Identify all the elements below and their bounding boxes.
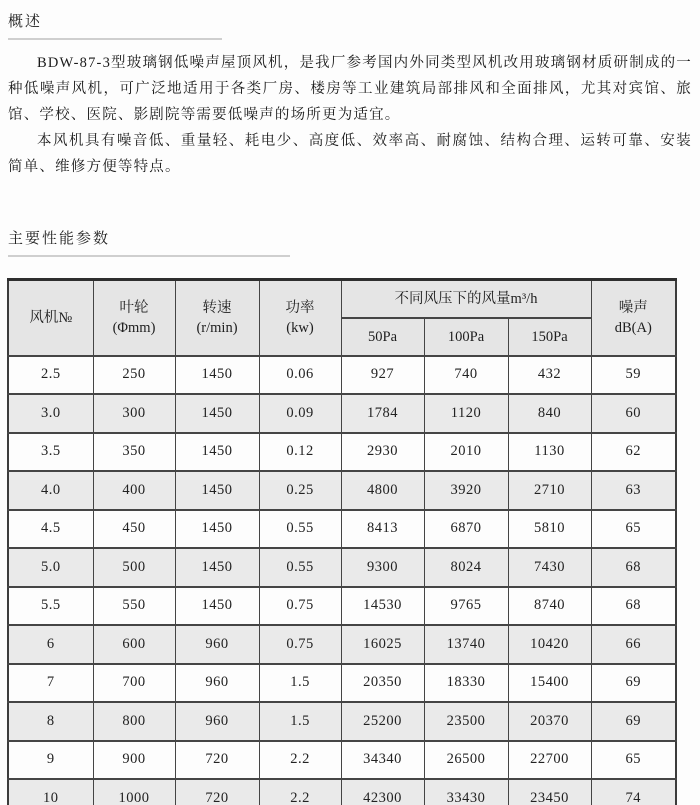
table-row (8, 587, 676, 626)
table-cell: 250 (93, 356, 175, 395)
table-cell: 25200 (341, 702, 424, 741)
table-cell: 1120 (424, 394, 508, 433)
table-cell: 68 (591, 587, 676, 626)
params-section-header (0, 227, 700, 257)
table-cell: 34340 (341, 741, 424, 780)
table-row (8, 433, 676, 472)
table-cell: 3.0 (8, 394, 93, 433)
table-cell: 7430 (508, 548, 591, 587)
table-cell: 2.5 (8, 356, 93, 395)
table-row (8, 394, 676, 433)
table-body (8, 356, 676, 805)
table-cell: 3920 (424, 471, 508, 510)
header-power-unit: (kw) (286, 319, 314, 336)
intro-paragraph-2: 本风机具有噪音低、重量轻、耗电少、高度低、效率高、耐腐蚀、结构合理、运转可靠、安装简单、维修方便等特点。 (8, 133, 692, 175)
table-cell: 23500 (424, 702, 508, 741)
table-cell: 0.55 (259, 548, 341, 587)
performance-table (7, 278, 677, 805)
table-cell: 2010 (424, 433, 508, 472)
table-cell: 432 (508, 356, 591, 395)
table-cell: 5.5 (8, 587, 93, 626)
table-cell: 7 (8, 664, 93, 703)
table-cell: 3.5 (8, 433, 93, 472)
table-cell: 960 (175, 702, 259, 741)
table-cell: 550 (93, 587, 175, 626)
table-cell: 1130 (508, 433, 591, 472)
table-cell: 9 (8, 741, 93, 780)
table-cell: 33430 (424, 779, 508, 805)
table-cell: 8740 (508, 587, 591, 626)
table-cell: 900 (93, 741, 175, 780)
table-cell: 65 (591, 510, 676, 549)
table-cell: 0.55 (259, 510, 341, 549)
table-row (8, 664, 676, 703)
table-cell: 740 (424, 356, 508, 395)
table-cell: 20350 (341, 664, 424, 703)
table-cell: 450 (93, 510, 175, 549)
header-speed-label: 转速 (202, 299, 232, 316)
header-pressure-150pa: 150Pa (508, 318, 591, 356)
table-cell: 0.06 (259, 356, 341, 395)
table-cell: 5810 (508, 510, 591, 549)
header-fan-no: 风机№ (8, 280, 93, 356)
intro-paragraph-1: BDW-87-3型玻璃钢低噪声屋顶风机，是我厂参考国内外同类型风机改用玻璃钢材质研制成的一种低噪声风机，可广泛地适用于各类厂房、楼房等工业建筑局部排风和全面排风，尤其对宾馆、旅馆、学校、医院、影剧院等需要低噪声的场所更为适宜。 (8, 55, 692, 123)
table-cell: 0.09 (259, 394, 341, 433)
header-airflow-group: 不同风压下的风量m³/h (341, 280, 591, 318)
table-cell: 74 (591, 779, 676, 805)
header-speed (175, 280, 259, 356)
table-cell: 2930 (341, 433, 424, 472)
params-title: 主要性能参数 (8, 229, 111, 247)
header-speed-unit: (r/min) (196, 319, 238, 336)
header-pressure-100pa: 100Pa (424, 318, 508, 356)
table-cell: 600 (93, 625, 175, 664)
intro-text (0, 50, 700, 180)
table-cell: 59 (591, 356, 676, 395)
table-cell: 6870 (424, 510, 508, 549)
table-cell: 9300 (341, 548, 424, 587)
header-impeller-label: 叶轮 (119, 299, 149, 316)
table-cell: 350 (93, 433, 175, 472)
header-power (259, 280, 341, 356)
table-cell: 20370 (508, 702, 591, 741)
table-cell: 60 (591, 394, 676, 433)
table-cell: 700 (93, 664, 175, 703)
table-cell: 400 (93, 471, 175, 510)
table-cell: 18330 (424, 664, 508, 703)
table-cell: 10 (8, 779, 93, 805)
table-cell: 4.0 (8, 471, 93, 510)
table-row (8, 471, 676, 510)
table-cell: 13740 (424, 625, 508, 664)
params-divider (8, 255, 290, 257)
table-cell: 0.75 (259, 625, 341, 664)
table-cell: 14530 (341, 587, 424, 626)
table-cell: 62 (591, 433, 676, 472)
header-noise-unit: dB(A) (614, 319, 652, 336)
table-cell: 1450 (175, 548, 259, 587)
header-impeller (93, 280, 175, 356)
table-cell: 1000 (93, 779, 175, 805)
table-row (8, 625, 676, 664)
overview-title: 概述 (8, 12, 43, 30)
table-cell: 1450 (175, 356, 259, 395)
header-noise (591, 280, 676, 356)
table-cell: 9765 (424, 587, 508, 626)
table-cell: 68 (591, 548, 676, 587)
table-cell: 2.2 (259, 741, 341, 780)
table-cell: 720 (175, 741, 259, 780)
table-row (8, 510, 676, 549)
table-cell: 2710 (508, 471, 591, 510)
table-cell: 300 (93, 394, 175, 433)
table-cell: 66 (591, 625, 676, 664)
table-cell: 1450 (175, 394, 259, 433)
table-cell: 927 (341, 356, 424, 395)
table-cell: 42300 (341, 779, 424, 805)
table-cell: 2.2 (259, 779, 341, 805)
table-cell: 8024 (424, 548, 508, 587)
table-row (8, 702, 676, 741)
table-cell: 800 (93, 702, 175, 741)
table-cell: 1.5 (259, 664, 341, 703)
table-row (8, 548, 676, 587)
table-row (8, 741, 676, 780)
table-cell: 10420 (508, 625, 591, 664)
table-cell: 720 (175, 779, 259, 805)
overview-divider (8, 38, 222, 40)
table-cell: 960 (175, 625, 259, 664)
table-cell: 1450 (175, 587, 259, 626)
table-cell: 63 (591, 471, 676, 510)
table-cell: 8413 (341, 510, 424, 549)
table-row (8, 356, 676, 395)
table-cell: 840 (508, 394, 591, 433)
table-cell: 23450 (508, 779, 591, 805)
table-cell: 65 (591, 741, 676, 780)
header-pressure-50pa: 50Pa (341, 318, 424, 356)
table-cell: 960 (175, 664, 259, 703)
table-row (8, 779, 676, 805)
table-cell: 22700 (508, 741, 591, 780)
table-header (8, 280, 676, 356)
table-cell: 4800 (341, 471, 424, 510)
overview-section-header (0, 0, 700, 40)
table-cell: 0.25 (259, 471, 341, 510)
table-cell: 1784 (341, 394, 424, 433)
table-cell: 1450 (175, 471, 259, 510)
header-noise-label: 噪声 (618, 299, 648, 316)
table-cell: 1450 (175, 433, 259, 472)
table-cell: 5.0 (8, 548, 93, 587)
table-cell: 8 (8, 702, 93, 741)
header-impeller-unit: (Φmm) (112, 319, 156, 336)
table-cell: 26500 (424, 741, 508, 780)
table-cell: 0.12 (259, 433, 341, 472)
table-cell: 1.5 (259, 702, 341, 741)
table-cell: 16025 (341, 625, 424, 664)
table-cell: 1450 (175, 510, 259, 549)
table-cell: 4.5 (8, 510, 93, 549)
table-cell: 69 (591, 702, 676, 741)
table-cell: 500 (93, 548, 175, 587)
header-power-label: 功率 (285, 299, 315, 316)
table-cell: 0.75 (259, 587, 341, 626)
table-cell: 15400 (508, 664, 591, 703)
table-cell: 69 (591, 664, 676, 703)
table-cell: 6 (8, 625, 93, 664)
